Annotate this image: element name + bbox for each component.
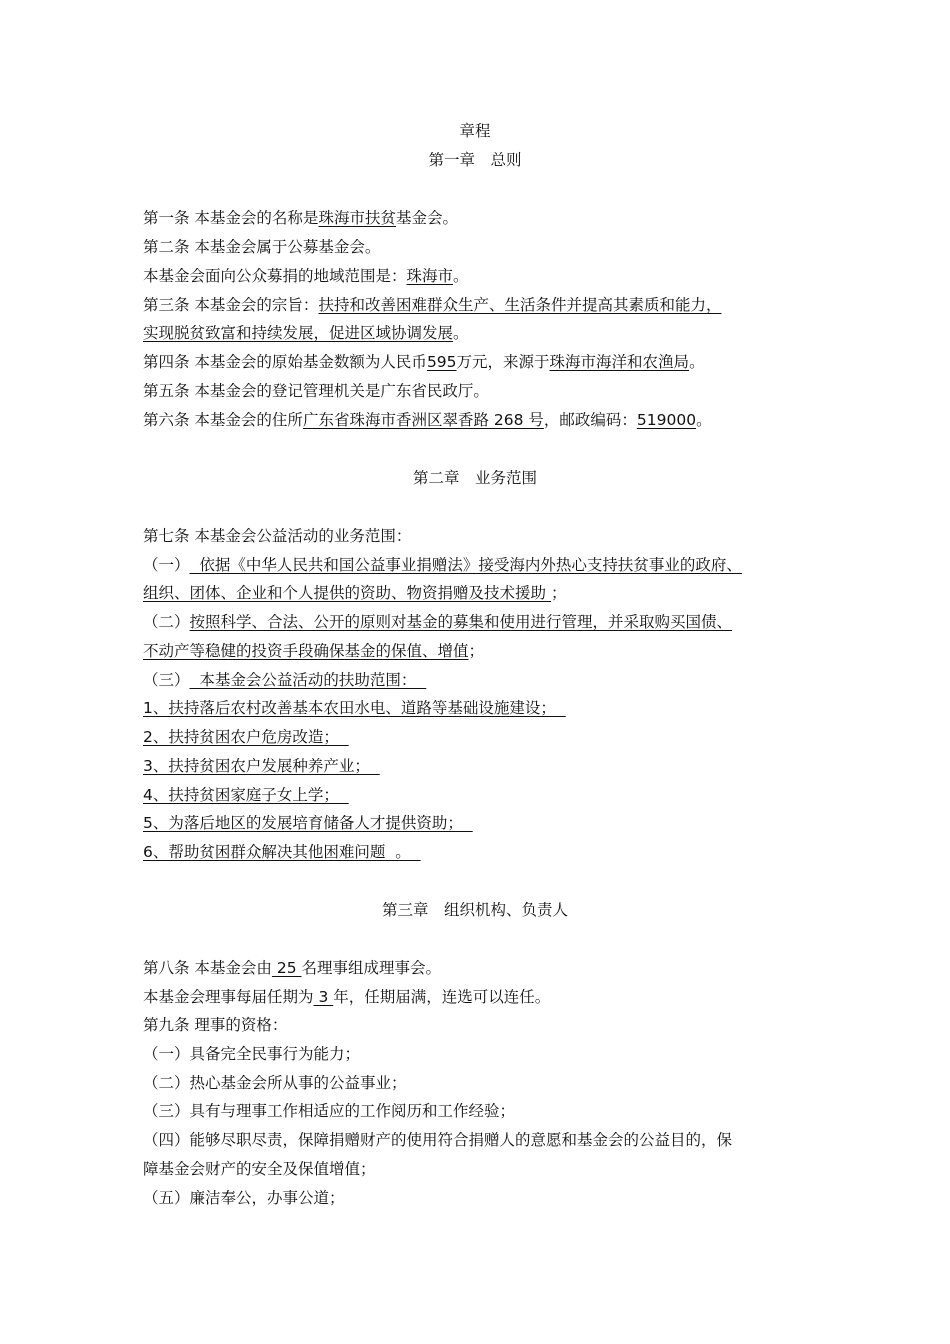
chapter-1-heading: 第一章 总则 (428, 151, 522, 169)
article-7-item-1-line2: 组织、团体、企业和个人提供的资助、物资捐赠及技术援助 ； (143, 584, 567, 602)
qualification-4-line2: 障基金会财产的安全及保值增值； (143, 1160, 376, 1178)
support-item-5: 5、为落后地区的发展培育储备人才提供资助； (143, 814, 473, 832)
qualification-4-line1: （四）能够尽职尽责，保障捐赠财产的使用符合捐赠人的意愿和基金会的公益目的，保 (143, 1131, 733, 1149)
support-item-4: 4、扶持贫困家庭子女上学； (143, 786, 349, 804)
document-title: 章程 (459, 122, 491, 140)
article-2: 第二条 本基金会属于公募基金会。 (143, 238, 381, 256)
article-7-item-3: （三） 本基金会公益活动的扶助范围： (143, 671, 427, 689)
article-5: 第五条 本基金会的登记管理机关是广东省民政厅。 (143, 382, 489, 400)
qualification-1: （一）具备完全民事行为能力； (143, 1045, 361, 1063)
qualification-3: （三）具有与理事工作相适应的工作阅历和工作经验； (143, 1102, 516, 1120)
article-7-item-1-line1: （一） 依据《中华人民共和国公益事业捐赠法》接受海内外热心支持扶贫事业的政府、 (143, 556, 742, 574)
article-6: 第六条 本基金会的住所广东省珠海市香洲区翠香路 268 号，邮政编码：519000。 (143, 411, 712, 429)
article-8: 第八条 本基金会由 25 名理事组成理事会。 (143, 959, 442, 977)
article-7: 第七条 本基金会公益活动的业务范围： (143, 527, 412, 545)
article-4: 第四条 本基金会的原始基金数额为人民币595万元，来源于珠海市海洋和农渔局。 (143, 353, 705, 371)
article-7-item-2-line1: （二）按照科学、合法、公开的原则对基金的募集和使用进行管理，并采取购买国债、 (143, 613, 733, 631)
chapter-3-heading: 第三章 组织机构、负责人 (381, 901, 568, 919)
article-8-term: 本基金会理事每届任期为 3 年，任期届满，连选可以连任。 (143, 988, 551, 1006)
article-7-item-2-line2: 不动产等稳健的投资手段确保基金的保值、增值； (143, 642, 485, 660)
support-item-6: 6、帮助贫困群众解决其他困难问题 。 (143, 843, 421, 861)
article-2-region: 本基金会面向公众募捐的地域范围是：珠海市。 (143, 267, 469, 285)
qualification-2: （二）热心基金会所从事的公益事业； (143, 1074, 407, 1092)
qualification-5: （五）廉洁奉公，办事公道； (143, 1189, 345, 1207)
support-item-2: 2、扶持贫困农户危房改造； (143, 728, 349, 746)
article-9: 第九条 理事的资格： (143, 1016, 288, 1034)
article-3-line2: 实现脱贫致富和持续发展，促进区域协调发展。 (143, 324, 469, 342)
article-3-line1: 第三条 本基金会的宗旨：扶持和改善困难群众生产、生活条件并提高其素质和能力， (143, 296, 722, 314)
support-item-1: 1、扶持落后农村改善基本农田水电、道路等基础设施建设； (143, 699, 566, 717)
article-1: 第一条 本基金会的名称是珠海市扶贫基金会。 (143, 209, 458, 227)
chapter-2-heading: 第二章 业务范围 (412, 469, 537, 487)
support-item-3: 3、扶持贫困农户发展种养产业； (143, 757, 380, 775)
